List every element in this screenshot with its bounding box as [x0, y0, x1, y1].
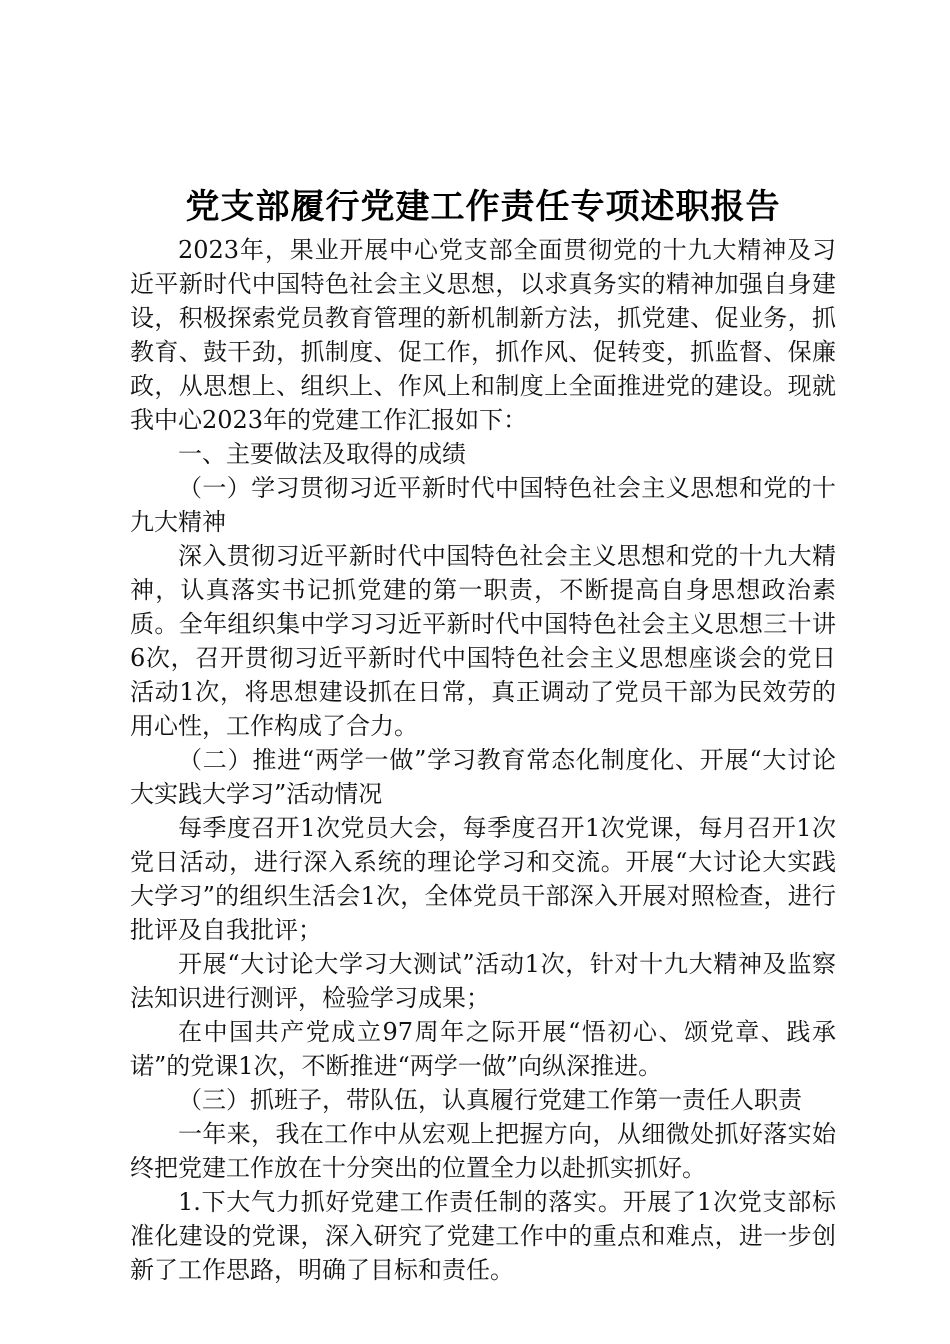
subsection-heading-1: （一）学习贯彻习近平新时代中国特色社会主义思想和党的十九大精神: [130, 474, 836, 536]
body-paragraph: 深入贯彻习近平新时代中国特色社会主义思想和党的十九大精神，认真落实书记抓党建的第一职责，不断提高自身思想政治素质。全年组织集中学习习近平新时代中国特色社会主义思想三十讲6次，召开贯彻习近平新时代中国特色社会主义思想座谈会的党日活动1次，将思想建设抓在日常，真正调动了党员干部为民效劳的用心性，工作构成了合力。: [130, 542, 836, 740]
body-paragraph: 每季度召开1次党员大会，每季度召开1次党课，每月召开1次党日活动，进行深入系统的理论学习和交流。开展“大讨论大实践大学习”的组织生活会1次，全体党员干部深入开展对照检查，进行批评及自我批评；: [130, 814, 836, 944]
section-heading-1: 一、主要做法及取得的成绩: [178, 440, 466, 468]
body-paragraph: 一年来，我在工作中从宏观上把握方向，从细微处抓好落实始终把党建工作放在十分突出的位置全力以赴抓实抓好。: [130, 1120, 836, 1182]
numbered-paragraph: 1.下大气力抓好党建工作责任制的落实。开展了1次党支部标准化建设的党课，深入研究了党建工作中的重点和难点，进一步创新了工作思路，明确了目标和责任。: [130, 1188, 836, 1284]
document-body: [130, 233, 836, 1287]
subsection-heading-3: （三）抓班子，带队伍，认真履行党建工作第一责任人职责: [178, 1086, 802, 1114]
document-title: 党支部履行党建工作责任专项述职报告: [185, 187, 781, 227]
body-paragraph: 在中国共产党成立97周年之际开展“悟初心、颂党章、践承诺”的党课1次，不断推进“两学一做”向纵深推进。: [130, 1018, 836, 1080]
subsection-heading-2: （二）推进“两学一做”学习教育常态化制度化、开展“大讨论大实践大学习”活动情况: [130, 746, 836, 808]
intro-paragraph: 2023年，果业开展中心党支部全面贯彻党的十九大精神及习近平新时代中国特色社会主义思想，以求真务实的精神加强自身建设，积极探索党员教育管理的新机制新方法，抓党建、促业务，抓教育、鼓干劲，抓制度、促工作，抓作风、促转变，抓监督、保廉政，从思想上、组织上、作风上和制度上全面推进党的建设。现就我中心2023年的党建工作汇报如下：: [130, 236, 836, 434]
body-paragraph: 开展“大讨论大学习大测试”活动1次，针对十九大精神及监察法知识进行测评，检验学习成果；: [130, 950, 836, 1012]
document-page: [130, 185, 836, 1287]
